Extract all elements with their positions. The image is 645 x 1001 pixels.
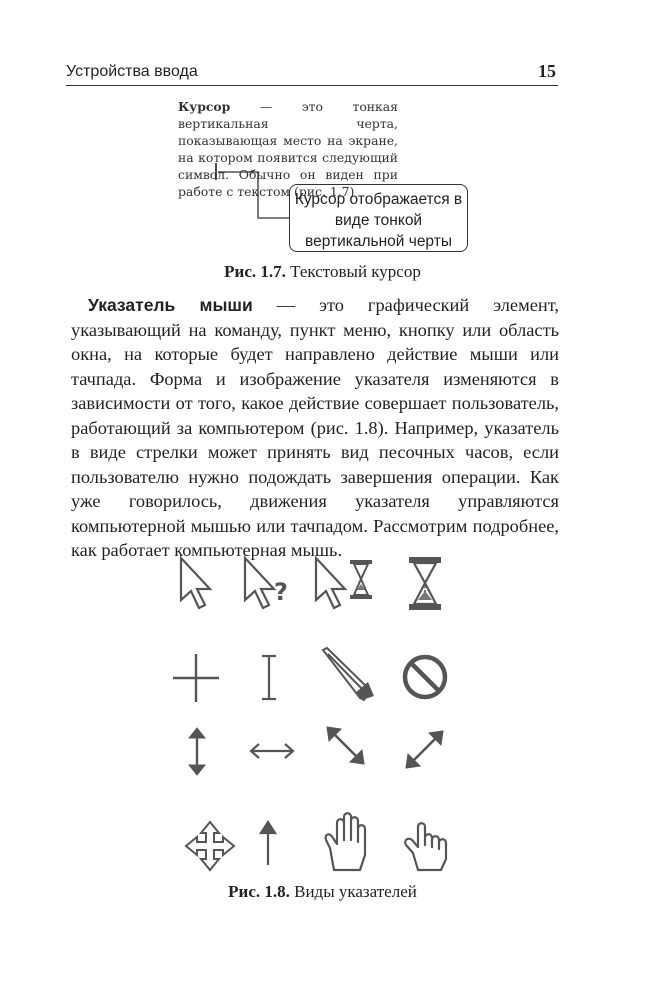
figure-caption-1-8	[0, 882, 645, 902]
arrow-pointer-icon	[181, 558, 210, 608]
help-question-mark: ?	[274, 578, 288, 606]
move-four-arrows-icon	[186, 822, 234, 870]
caption-label: Рис. 1.7.	[224, 262, 286, 281]
open-hand-icon	[326, 813, 365, 870]
paragraph-term: Указатель мыши	[88, 295, 253, 315]
alternate-select-up-arrow-icon	[261, 822, 275, 865]
callout-text: Курсор отображается в виде тонкой вертикальной черты	[294, 191, 463, 250]
handwriting-pen-icon	[323, 648, 374, 700]
precision-crosshair-icon	[173, 654, 219, 702]
working-in-background-pointer-icon	[316, 558, 372, 608]
section-title: Устройства ввода	[66, 63, 198, 80]
paragraph-text: — это графический элемент, указывающий на команду, пункт меню, кнопку или область окна, на которые будет направлено действие мыши или тачпада. Форма и изображение указателя изменяются в зависимости от того, какое действие совершает пользователь, работающий за компьютером (рис. 1.8). Например, указатель в виде стрелки может принять вид песочных часов, если пользователю нужно подождать завершения операции. Как уже говорилось, движения указателя управляются компьютерной мышью или тачпадом. Рассмотрим подробнее, как работает компьютерная мышь.	[71, 295, 559, 560]
cursor-keyword: Курсор	[178, 99, 231, 114]
page-number: 15	[538, 61, 556, 81]
caption-text: Виды указателей	[289, 882, 417, 901]
hourglass-busy-icon	[409, 557, 441, 610]
unavailable-no-icon	[405, 657, 445, 697]
text-select-ibeam-icon	[262, 656, 276, 699]
help-select-pointer-icon	[245, 558, 288, 608]
caption-label: Рис. 1.8.	[228, 882, 290, 901]
diagonal-resize-nesw-icon	[406, 731, 443, 768]
cursor-definition: — это тонкая вертикальная черта, показывающая место на экране, на котором появится следующий символ. Обычно он виден при работе с текстом (рис. 1.7)	[178, 99, 398, 199]
diagonal-resize-nwse-icon	[327, 727, 364, 764]
caption-text: Текстовый курсор	[285, 262, 421, 281]
link-select-hand-icon	[405, 823, 446, 870]
vertical-resize-icon	[189, 728, 205, 775]
horizontal-resize-icon	[251, 744, 293, 758]
